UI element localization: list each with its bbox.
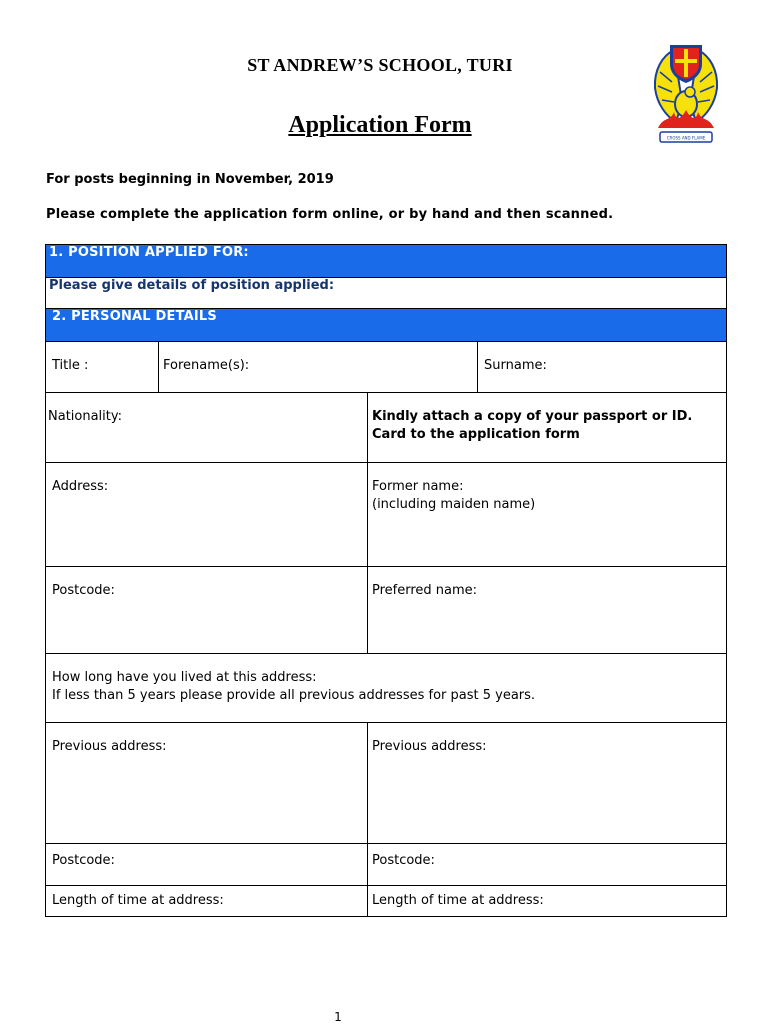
passport-note-line1: Kindly attach a copy of your passport or ID. xyxy=(372,409,693,424)
surname-field[interactable] xyxy=(478,342,727,393)
postcode-label: Postcode: xyxy=(52,583,115,598)
address-label: Address: xyxy=(52,479,109,494)
former-name-label: Former name: xyxy=(372,479,464,494)
passport-note-line2: Card to the application form xyxy=(372,427,580,442)
length-at-address-right-field[interactable] xyxy=(368,886,727,917)
length-at-address-left-label: Length of time at address: xyxy=(52,893,224,908)
address-duration-field[interactable] xyxy=(46,654,727,723)
section-1-title: 1. POSITION APPLIED FOR: xyxy=(49,245,249,260)
school-name: ST ANDREW’S SCHOOL, TURI xyxy=(247,55,513,75)
passport-note xyxy=(368,393,726,444)
address-duration-question: How long have you lived at this address: xyxy=(52,670,317,685)
intro-instructions: Please complete the application form online, or by hand and then scanned. xyxy=(46,207,614,222)
page-number: 1 xyxy=(334,1010,342,1024)
section-2-title: 2. PERSONAL DETAILS xyxy=(52,309,217,324)
previous-address-right-label: Previous address: xyxy=(372,739,487,754)
school-crest-logo xyxy=(652,42,720,148)
previous-postcode-left-field[interactable] xyxy=(46,844,368,886)
previous-address-right-field[interactable] xyxy=(368,723,727,844)
forenames-label: Forename(s): xyxy=(163,358,250,373)
form-title: Application Form xyxy=(288,112,472,138)
former-name-field[interactable] xyxy=(368,463,727,567)
previous-postcode-right-field[interactable] xyxy=(368,844,727,886)
title-field[interactable] xyxy=(46,342,159,393)
nationality-label: Nationality: xyxy=(48,409,123,424)
former-name-note: (including maiden name) xyxy=(372,497,536,512)
preferred-name-field[interactable] xyxy=(368,567,727,654)
length-at-address-left-field[interactable] xyxy=(46,886,368,917)
former-name-block xyxy=(368,463,726,514)
nationality-field[interactable] xyxy=(46,393,368,463)
address-duration-block xyxy=(46,654,726,705)
preferred-name-label: Preferred name: xyxy=(372,583,478,598)
title-label: Title : xyxy=(52,358,89,373)
position-details-field[interactable] xyxy=(46,278,727,309)
length-at-address-right-label: Length of time at address: xyxy=(372,893,544,908)
previous-address-left-field[interactable] xyxy=(46,723,368,844)
previous-address-left-label: Previous address: xyxy=(52,739,167,754)
postcode-field[interactable] xyxy=(46,567,368,654)
crest-motto-text: CROSS AND FLAME xyxy=(666,135,706,141)
previous-postcode-left-label: Postcode: xyxy=(52,853,115,868)
surname-label: Surname: xyxy=(484,358,547,373)
application-form-table xyxy=(45,244,727,917)
passport-note-cell xyxy=(368,393,727,463)
position-details-label: Please give details of position applied: xyxy=(49,278,335,293)
address-duration-instruction: If less than 5 years please provide all previous addresses for past 5 years. xyxy=(52,688,536,703)
previous-postcode-right-label: Postcode: xyxy=(372,853,435,868)
address-field[interactable] xyxy=(46,463,368,567)
section-1-header xyxy=(46,245,727,278)
forenames-field[interactable] xyxy=(159,342,478,393)
section-2-header xyxy=(46,309,727,342)
intro-posts-beginning: For posts beginning in November, 2019 xyxy=(46,172,334,187)
